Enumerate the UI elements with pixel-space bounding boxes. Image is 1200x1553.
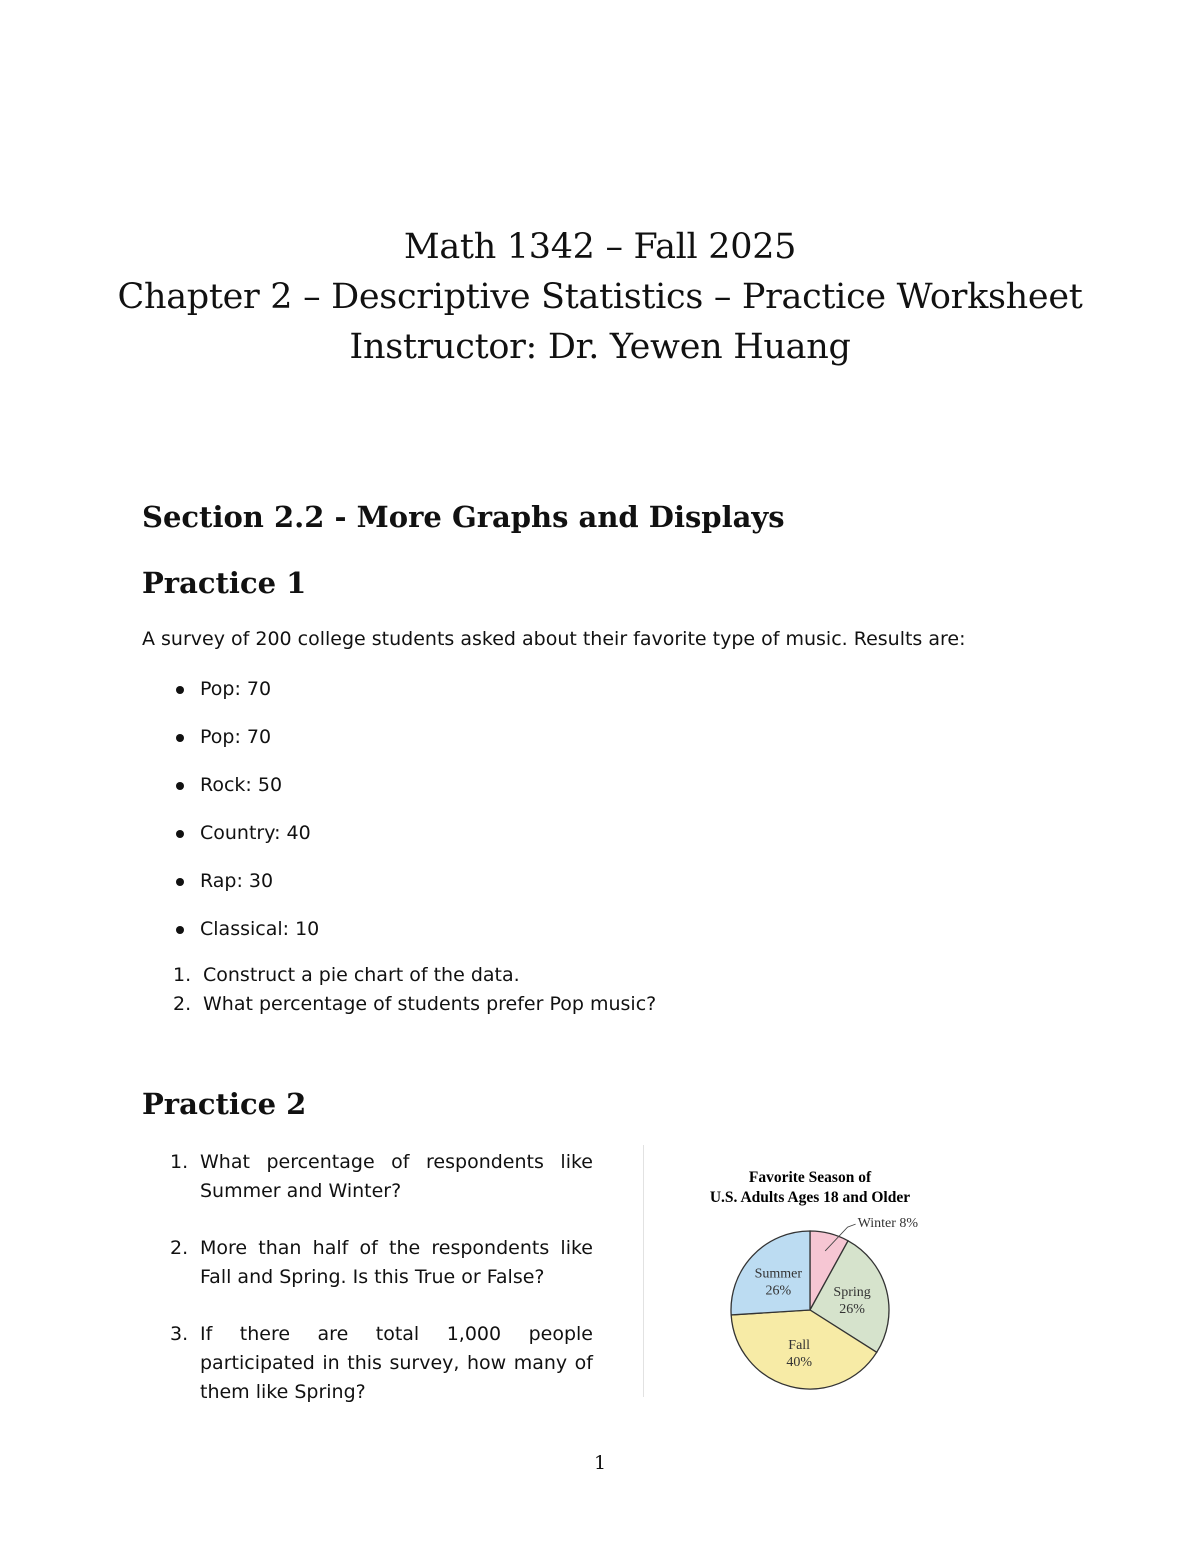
- bullet-icon: [176, 878, 184, 886]
- question-item: 2. More than half of the respondents like Fall and Spring. Is this True or False?: [170, 1237, 593, 1288]
- page-number: 1: [593, 1452, 607, 1474]
- slice-value-fall: 40%: [786, 1355, 813, 1371]
- bullet-icon: [176, 782, 184, 790]
- bullet-icon: [176, 926, 184, 934]
- list-item: Pop: 70: [172, 676, 319, 724]
- course-title: Math 1342 – Fall 2025: [403, 227, 797, 267]
- practice1-title: Practice 1: [142, 566, 307, 600]
- list-item: Rock: 50: [172, 772, 319, 820]
- list-item: Pop: 70: [172, 724, 319, 772]
- music-results-list: [172, 676, 319, 964]
- slice-label-summer: Summer: [754, 1266, 803, 1282]
- slice-label-winter: Winter 8%: [857, 1216, 919, 1232]
- instructor-line: Instructor: Dr. Yewen Huang: [349, 327, 851, 367]
- bullet-icon: [176, 830, 184, 838]
- practice2-questions: [170, 1148, 595, 1435]
- season-pie-chart: [680, 1160, 950, 1400]
- section-title: Section 2.2 - More Graphs and Displays: [142, 500, 785, 534]
- question-item: 3. If there are total 1,000 people participated in this survey, how many of them like Spring?: [170, 1323, 593, 1403]
- slice-value-spring: 26%: [839, 1302, 865, 1318]
- question-item: 2. What percentage of students prefer Pop music?: [173, 993, 657, 1015]
- chapter-title: Chapter 2 – Descriptive Statistics – Practice Worksheet: [117, 277, 1083, 317]
- practice1-intro: A survey of 200 college students asked about their favorite type of music. Results are:: [142, 628, 966, 650]
- column-divider: [643, 1145, 644, 1397]
- list-item: Rap: 30: [172, 868, 319, 916]
- list-item: Classical: 10: [172, 916, 319, 964]
- slice-value-summer: 26%: [765, 1283, 792, 1299]
- practice1-questions: [173, 962, 656, 1020]
- list-item: Country: 40: [172, 820, 319, 868]
- document-header: [0, 222, 1200, 372]
- slice-label-fall: Fall: [788, 1338, 811, 1354]
- practice2-title: Practice 2: [142, 1087, 307, 1121]
- chart-title-line1: Favorite Season of: [748, 1169, 872, 1186]
- chart-title-line2: U.S. Adults Ages 18 and Older: [709, 1189, 911, 1206]
- bullet-icon: [176, 686, 184, 694]
- question-item: 1. What percentage of respondents like Summer and Winter?: [170, 1151, 593, 1202]
- question-item: 1. Construct a pie chart of the data.: [173, 964, 520, 986]
- slice-label-spring: Spring: [833, 1285, 871, 1301]
- bullet-icon: [176, 734, 184, 742]
